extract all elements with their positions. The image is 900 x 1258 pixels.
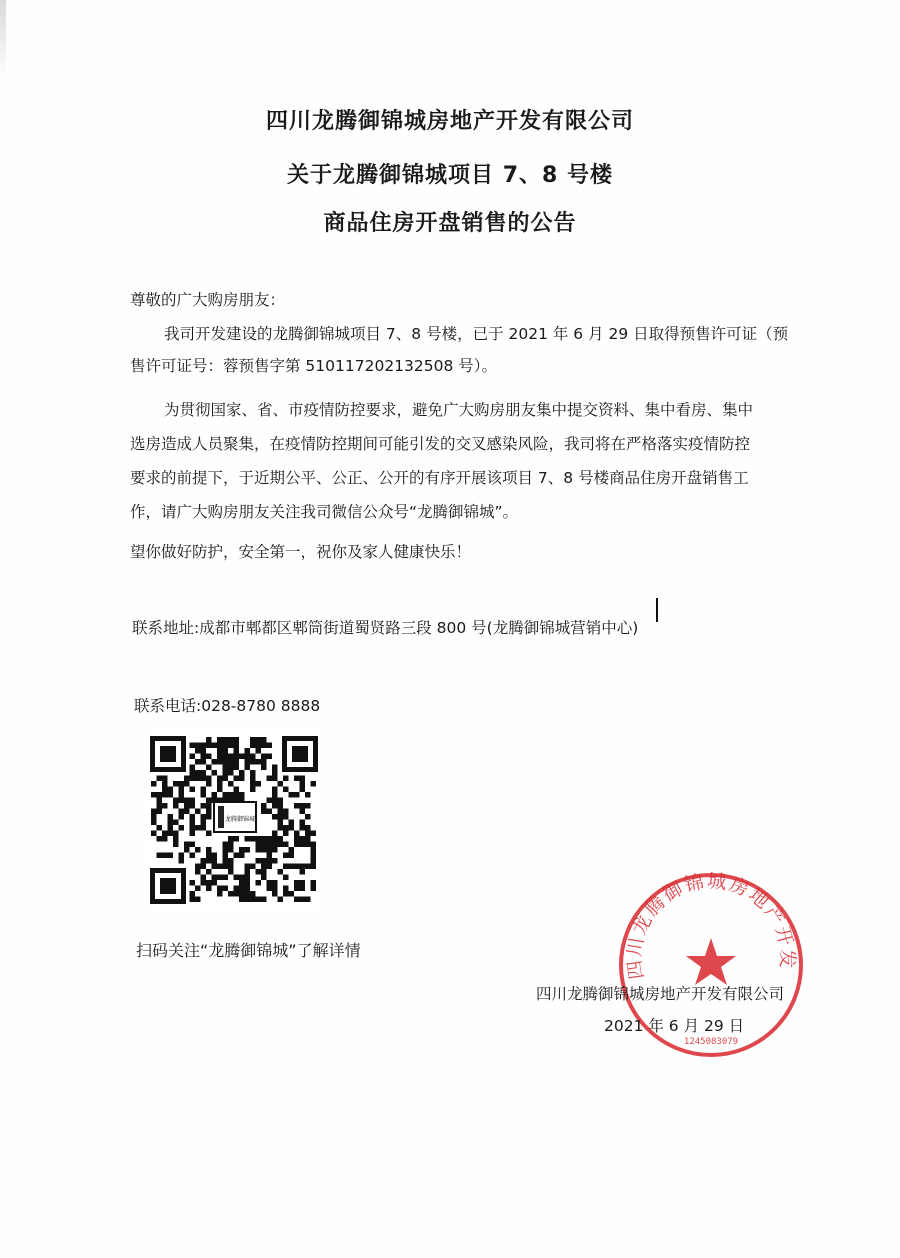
contact-phone: 联系电话:028-8780 8888 — [134, 697, 321, 715]
salutation: 尊敬的广大购房朋友： — [130, 291, 286, 309]
paragraph-2-line-3: 要求的前提下，于近期公平、公正、公开的有序开展该项目 7、8 号楼商品住房开盘销售工 — [130, 469, 749, 487]
paragraph-2-line-4: 作，请广大购房朋友关注我司微信公众号“龙腾御锦城”。 — [130, 503, 519, 521]
scan-edge-shadow — [0, 0, 6, 80]
qr-code-graphic — [146, 732, 322, 908]
contact-address: 联系地址:成都市郫都区郫筒街道蜀贤路三段 800 号(龙腾御锦城营销中心) — [132, 619, 639, 637]
signature-date: 2021 年 6 月 29 日 — [604, 1017, 745, 1035]
qr-finder-top-left — [150, 736, 186, 772]
svg-text:四川龙腾御锦城房地产开发有限公司: 四川龙腾御锦城房地产开发 — [623, 870, 799, 981]
qr-finder-bottom-left — [150, 868, 186, 904]
company-title: 四川龙腾御锦城房地产开发有限公司 — [265, 109, 634, 134]
wechat-qr-code[interactable] — [146, 732, 322, 908]
qr-finder-top-right — [282, 736, 318, 772]
closing-wish: 望你做好防护，安全第一，祝你及家人健康快乐！ — [130, 543, 472, 561]
svg-text:1245083079: 1245083079 — [683, 1037, 739, 1047]
notice-title: 关于龙腾御锦城项目 7、8 号楼 — [287, 163, 613, 188]
notice-subtitle: 商品住房开盘销售的公告 — [323, 211, 577, 236]
qr-center-logo — [214, 802, 256, 832]
qr-caption: 扫码关注“龙腾御锦城”了解详情 — [136, 941, 361, 960]
signature-company: 四川龙腾御锦城房地产开发有限公司 — [536, 985, 785, 1003]
paragraph-1-line-2: 售许可证号：蓉预售字第 510117202132508 号）。 — [130, 357, 498, 375]
svg-text:龙腾御锦城: 龙腾御锦城 — [224, 816, 256, 823]
paragraph-2-line-2: 选房造成人员聚集，在疫情防控期间可能引发的交叉感染风险，我司将在严格落实疫情防控 — [130, 435, 751, 453]
paragraph-2-line-1: 为贯彻国家、省、市疫情防控要求，避免广大购房朋友集中提交资料、集中看房、集中 — [164, 401, 754, 419]
seal-star-icon — [686, 938, 736, 985]
text-cursor — [656, 598, 658, 622]
paragraph-1-line-1: 我司开发建设的龙腾御锦城项目 7、8 号楼，已于 2021 年 6 月 29 日取得预售许可证（预 — [164, 325, 789, 343]
